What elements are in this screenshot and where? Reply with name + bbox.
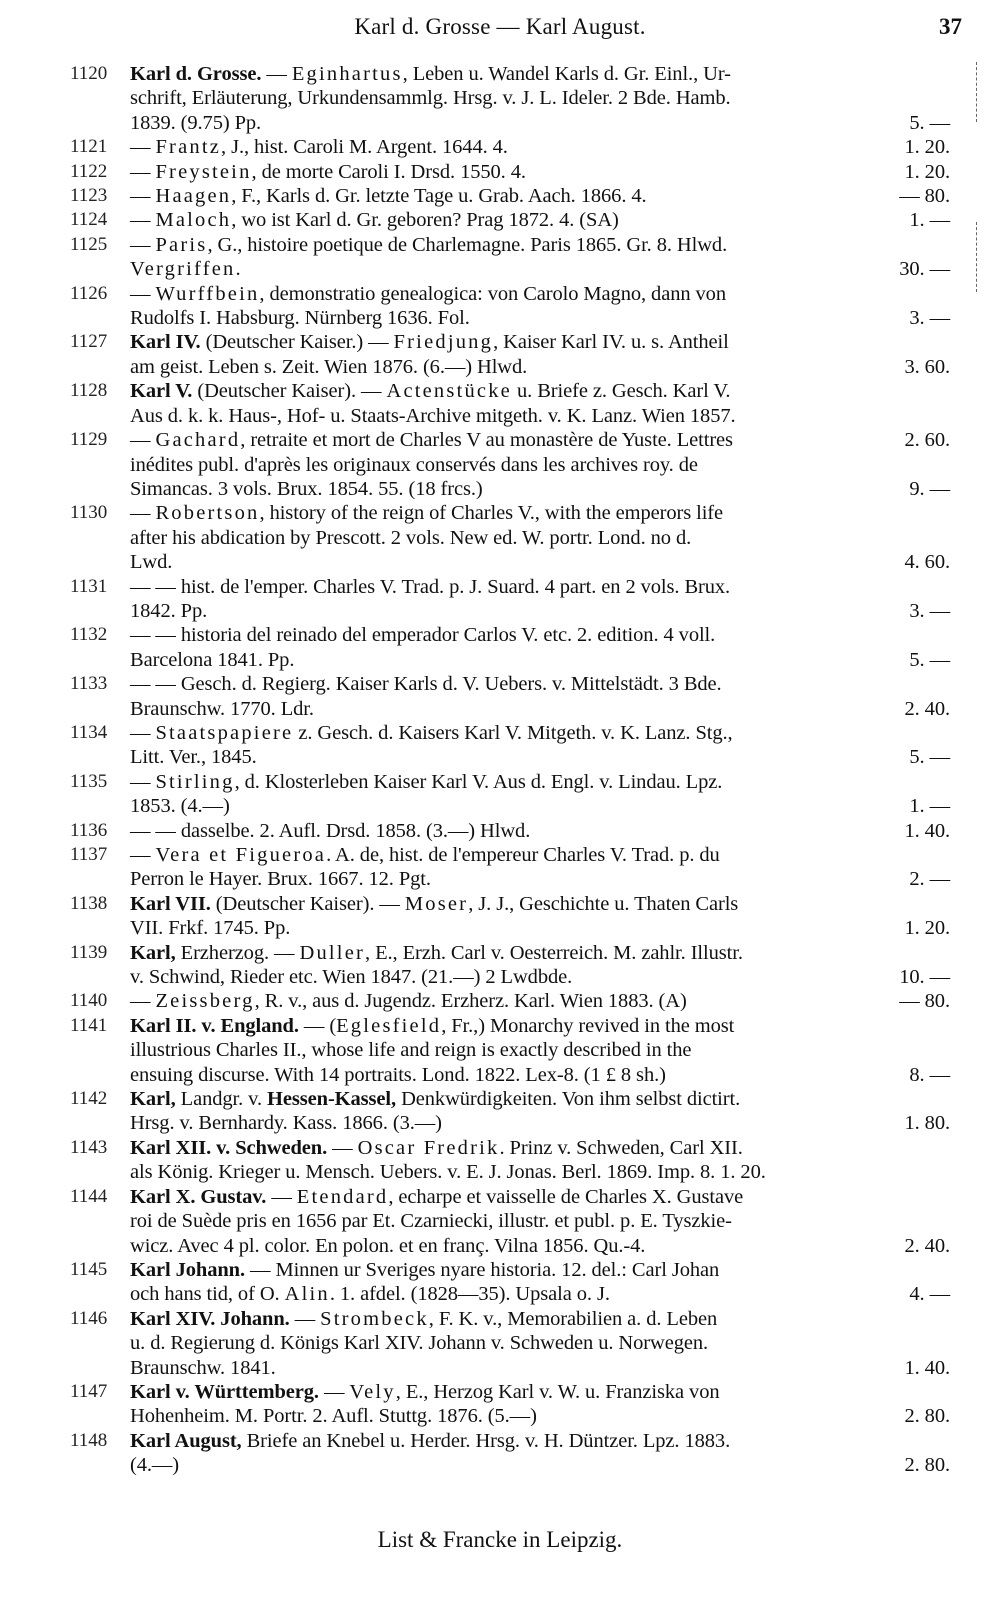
entry-number: 1140 [70,990,108,1012]
catalog-entry [0,233,1000,282]
entry-line [130,1331,950,1355]
price: 5. — [909,648,950,671]
entry-number: 1146 [70,1307,108,1329]
entry-text: , G., histoire poetique de Charlemagne. Paris 1865. Gr. 8. Hlwd. [207,233,728,256]
entry-text: . A. de, hist. de l'empereur Charles V. Trad. p. du [326,844,720,866]
entry-line [130,233,950,257]
entry-line [130,697,950,721]
entry-line [130,965,950,989]
entry-line [130,62,950,86]
entry-text: als König. Krieger u. Mensch. Uebers. v. E. J. Jonas. Berl. 1869. Imp. 8. 1. 20. [130,1161,766,1184]
entry-line [130,355,950,379]
entry-line [130,1404,950,1428]
entry-text: — [289,1307,321,1330]
entry-number: 1147 [70,1380,108,1402]
entry-text: am geist. Leben s. Zeit. Wien 1876. (6.—) Hlwd. [130,355,528,378]
price: 10. — [899,966,950,989]
catalog-entry [0,770,1000,819]
entry-text: 1842. Pp. [130,599,208,622]
catalog-entry [0,843,1000,892]
entry-number: 1136 [70,819,108,841]
subject-heading: Karl August, [130,1429,242,1452]
subject-heading: Karl X. Gustav. [130,1185,267,1208]
author-name: Freystein [155,160,252,183]
entry-number: 1130 [70,502,108,524]
price: 1. — [909,795,950,818]
entry-text: Briefe an Knebel u. Herder. Hrsg. v. H. Düntzer. Lpz. 1883. [241,1429,731,1452]
entry-number: 1138 [70,892,108,914]
entry-line [130,1160,950,1184]
entry-line [130,1356,950,1380]
entry-text: Braunschw. 1841. [130,1356,276,1379]
price: 1. 20. [904,136,950,159]
entry-line [130,160,950,184]
entry-number: 1124 [70,209,108,231]
entry-number: 1127 [70,331,108,353]
price: 3. 60. [904,355,950,378]
entry-text: u. d. Regierung d. Königs Karl XIV. Johann v. Schweden u. Norwegen. [130,1332,709,1355]
catalog-entry [0,989,1000,1013]
subject-heading: Karl v. Württemberg. [130,1380,319,1403]
price: 9. — [909,477,950,500]
entry-number: 1139 [70,941,108,963]
entry-text: Hrsg. v. Bernhardy. Kass. 1866. (3.—) [130,1112,442,1135]
catalog-entry [0,721,1000,770]
price: 1. 40. [904,1356,950,1379]
subject-heading: Karl V. [130,380,193,403]
entry-number: 1131 [70,575,108,597]
entry-text: — [130,844,156,866]
subject-heading: Karl, [130,1088,176,1111]
subject-heading: Karl XIV. Johann. [130,1307,290,1330]
entry-text: Erzherzog. — [175,941,300,964]
entry-text: — [130,233,156,256]
entry-text: , retraite et mort de Charles V au monastère de Yuste. Lettres [240,429,733,452]
entry-text: (4.—) [130,1454,180,1477]
price: 2. 60. [904,429,950,452]
catalog-entry [0,428,1000,501]
catalog-entry [0,184,1000,208]
entry-text: Litt. Ver., 1845. [130,746,257,769]
entry-text: — [130,136,156,159]
entry-text: schrift, Erläuterung, Urkundensammlg. Hrsg. v. J. L. Ideler. 2 Bde. Hamb. [130,87,731,110]
entry-text: , Leben u. Wandel Karls d. Gr. Einl., Ur- [402,63,731,85]
entry-text: och hans tid, of O. [130,1283,285,1306]
entry-text: roi de Suède pris en 1656 par Et. Czarniecki, illustr. et publ. p. E. Tyszkie- [130,1210,732,1233]
page-number: 37 [939,14,962,39]
author-name: Duller [299,941,366,964]
entry-text: — [327,1136,358,1159]
entry-text: , demonstratio genealogica: von Carolo Magno, dann von [259,282,726,305]
entry-number: 1128 [70,380,108,402]
entry-line [130,1136,950,1160]
entry-text: , F., Karls d. Gr. letzte Tage u. Grab. Aach. 1866. 4. [231,185,647,208]
running-header [0,10,1000,50]
catalog-entries [0,62,1000,1478]
entry-line [130,599,950,623]
subject-heading: Karl Johann. [130,1258,245,1281]
entry-number: 1133 [70,673,108,695]
author-name: Vely [349,1380,396,1403]
entry-text: (Deutscher Kaiser.) — [200,331,394,354]
entry-text: Braunschw. 1770. Ldr. [130,697,314,720]
catalog-entry [0,330,1000,379]
entry-text: — — dasselbe. 2. Aufl. Drsd. 1858. (3.—) Hlwd. [130,819,531,842]
entry-line [130,843,950,867]
entry-text: , Fr.,) Monarchy revived in the most [441,1014,735,1037]
catalog-entry [0,1185,1000,1258]
price: 1. 40. [904,819,950,842]
entry-text: Denkwürdigkeiten. Von ihm selbst dictirt. [396,1088,741,1111]
entry-line [130,453,950,477]
entry-line [130,623,950,647]
author-name: Eginhartus [291,63,403,85]
entry-line [130,1258,950,1282]
price: 30. — [899,258,950,281]
author-name: Vera et Figueroa [155,844,327,866]
catalog-entry [0,672,1000,721]
entry-text: Simancas. 3 vols. Brux. 1854. 55. (18 frcs.) [130,477,483,500]
entry-text: — — hist. de l'emper. Charles V. Trad. p. J. Suard. 4 part. en 2 vols. Brux. [130,575,731,598]
subject-heading: Karl VII. [130,892,211,915]
entry-number: 1135 [70,770,108,792]
catalog-entry [0,1014,1000,1087]
entry-text: — [318,1380,350,1403]
catalog-entry [0,1380,1000,1429]
author-name: Friedjung [393,331,494,354]
price: 5. — [909,746,950,769]
entry-line [130,819,950,843]
entry-text: , J., hist. Caroli M. Argent. 1644. 4. [221,136,508,159]
catalog-entry [0,1258,1000,1307]
price: 1. — [909,209,950,232]
subject-heading: Hessen-Kassel, [267,1088,397,1111]
entry-line [130,208,950,232]
entry-text: , d. Klosterleben Kaiser Karl V. Aus d. Engl. v. Lindau. Lpz. [234,770,723,793]
entry-number: 1122 [70,160,108,182]
author-name: Zeissberg [155,990,255,1013]
entry-number: 1125 [70,233,108,255]
entry-text: Barcelona 1841. Pp. [130,648,295,671]
entry-text: wicz. Avec 4 pl. color. En polon. et en franç. Vilna 1856. Qu.-4. [130,1234,646,1257]
price: — 80. [899,990,950,1013]
subject-heading: Karl, [130,941,176,964]
catalog-entry [0,501,1000,574]
entry-text: — [130,502,156,525]
entry-text: Perron le Hayer. Brux. 1667. 12. Pgt. [130,868,431,891]
entry-line [130,428,950,452]
entry-text: illustrious Charles II., whose life and reign is exactly described in the [130,1039,692,1062]
entry-line [130,1063,950,1087]
price: 2. 80. [904,1454,950,1477]
entry-line [130,184,950,208]
entry-text: — [261,63,292,85]
author-name: Etendard [296,1185,389,1208]
entry-text: , wo ist Karl d. Gr. geboren? Prag 1872. 4. (SA) [231,209,619,232]
entry-text: , history of the reign of Charles V., with the emperors life [259,502,724,525]
catalog-entry [0,1136,1000,1185]
entry-text: . 1. afdel. (1828—35). Upsala o. J. [329,1283,610,1306]
catalog-entry [0,1429,1000,1478]
entry-text: inédites publ. d'après les originaux conservés dans les archives roy. de [130,453,698,476]
entry-line [130,575,950,599]
entry-line [130,989,950,1013]
price: 2. 80. [904,1405,950,1428]
subject-heading: Karl II. v. England. [130,1014,299,1037]
catalog-entry [0,1307,1000,1380]
entry-text: Landgr. v. [175,1088,268,1111]
entry-text: , F. K. v., Memorabilien a. d. Leben [428,1307,718,1330]
entry-line [130,1111,950,1135]
entry-number: 1144 [70,1185,108,1207]
price: 4. — [909,1283,950,1306]
entry-text: VII. Frkf. 1745. Pp. [130,917,291,940]
entry-line [130,404,950,428]
entry-line [130,1038,950,1062]
entry-text: 1839. (9.75) Pp. [130,111,262,134]
entry-text: , J. J., Geschichte u. Thaten Carls [468,892,739,915]
entry-text: ensuing discurse. With 14 portraits. Lond. 1822. Lex-8. (1 £ 8 sh.) [130,1063,666,1086]
entry-number: 1134 [70,721,108,743]
author-name: Staatspapiere [155,721,294,744]
entry-text: — [266,1185,297,1208]
catalog-entry [0,208,1000,232]
entry-text: — [130,770,156,793]
author-name: Paris [155,233,208,256]
catalog-entry [0,1087,1000,1136]
author-name: Maloch [155,209,232,232]
catalog-entry [0,282,1000,331]
price: 1. 80. [904,1112,950,1135]
entry-text: — [130,282,156,305]
entry-line [130,916,950,940]
entry-text: , echarpe et vaisselle de Charles X. Gustave [388,1185,744,1208]
price: 2. — [909,868,950,891]
entry-text: , E., Erzh. Carl v. Oesterreich. M. zahlr. Illustr. [365,941,743,964]
publisher-footer: List & Francke in Leipzig. [377,1527,623,1552]
entry-line [130,550,950,574]
entry-text: u. Briefe z. Gesch. Karl V. [511,380,731,403]
author-name: Moser [404,892,469,915]
entry-line [130,1209,950,1233]
entry-text: — [130,990,156,1013]
entry-text: — [130,185,156,208]
entry-line [130,1185,950,1209]
entry-line [130,672,950,696]
price: 2. 40. [904,1234,950,1257]
entry-number: 1142 [70,1088,108,1110]
price: 3. — [909,599,950,622]
entry-line [130,721,950,745]
entry-number: 1145 [70,1258,108,1280]
entry-number: 1123 [70,185,108,207]
price: 2. 40. [904,697,950,720]
subject-heading: Karl XII. v. Schweden. [130,1136,328,1159]
entry-line [130,282,950,306]
entry-number: 1141 [70,1014,108,1036]
entry-line [130,1429,950,1453]
author-name: Wurffbein [155,282,260,305]
entry-text: , Kaiser Karl IV. u. s. Antheil [493,331,729,354]
entry-text: — — historia del reinado del emperador Carlos V. etc. 2. edition. 4 voll. [130,624,716,647]
entry-line [130,257,950,281]
entry-line [130,648,950,672]
catalog-entry [0,623,1000,672]
price: 8. — [909,1063,950,1086]
running-title: Karl d. Grosse — Karl August. [354,14,646,39]
price: 4. 60. [904,551,950,574]
catalog-entry [0,941,1000,990]
catalog-entry [0,135,1000,159]
entry-text: — [130,429,156,452]
entry-line [130,477,950,501]
entry-text: . Prinz v. Schweden, Carl XII. [499,1136,743,1159]
entry-text: , de morte Caroli I. Drsd. 1550. 4. [251,160,526,183]
catalog-entry [0,892,1000,941]
author-name: Robertson [155,502,260,525]
subject-heading: Karl d. Grosse. [130,63,262,85]
entry-text: , E., Herzog Karl v. W. u. Franziska von [395,1380,720,1403]
author-name: Eglesfield [336,1014,442,1037]
entry-number: 1126 [70,282,108,304]
author-name: Gachard [155,429,241,452]
entry-number: 1132 [70,624,108,646]
entry-text: — ( [298,1014,337,1037]
entry-text: — Minnen ur Sveriges nyare historia. 12. del.: Carl Johan [245,1258,720,1281]
entry-line [130,867,950,891]
entry-line [130,111,950,135]
entry-text: — [130,209,156,232]
entry-line [130,770,950,794]
price: — 80. [899,185,950,208]
entry-line [130,306,950,330]
entry-text: — [130,160,156,183]
author-name: Actenstücke [386,380,512,403]
author-name: Oscar Fredrik [357,1136,500,1159]
entry-line [130,86,950,110]
entry-text: 1853. (4.—) [130,795,230,818]
entry-text: Lwd. [130,551,173,574]
author-name: Haagen [155,185,232,208]
entry-line [130,1087,950,1111]
author-name: Strombeck [320,1307,429,1330]
author-name: Stirling [155,770,235,793]
entry-number: 1129 [70,429,108,451]
entry-line [130,135,950,159]
subject-heading: Karl IV. [130,331,201,354]
entry-line [130,1234,950,1258]
catalog-entry [0,160,1000,184]
author-name: Vergriffen. [130,258,243,281]
entry-line [130,745,950,769]
entry-line [130,1453,950,1477]
entry-text: — [130,721,156,744]
entry-line [130,379,950,403]
entry-text: Aus d. k. k. Haus-, Hof- u. Staats-Archive mitgeth. v. K. Lanz. Wien 1857. [130,404,736,427]
entry-number: 1148 [70,1429,108,1451]
entry-line [130,794,950,818]
entry-number: 1137 [70,844,108,865]
catalog-entry [0,62,1000,135]
price: 1. 20. [904,160,950,183]
entry-text: v. Schwind, Rieder etc. Wien 1847. (21.—) 2 Lwdbde. [130,966,573,989]
entry-line [130,330,950,354]
price: 5. — [909,111,950,134]
entry-text: z. Gesch. d. Kaisers Karl V. Mitgeth. v. K. Lanz. Stg., [293,721,733,744]
entry-line [130,941,950,965]
entry-line [130,892,950,916]
catalog-entry [0,575,1000,624]
price: 1. 20. [904,917,950,940]
price: 3. — [909,307,950,330]
entry-text: Rudolfs I. Habsburg. Nürnberg 1636. Fol. [130,307,470,330]
entry-line [130,1014,950,1038]
entry-line [130,1380,950,1404]
entry-text: , R. v., aus d. Jugendz. Erzherz. Karl. Wien 1883. (A) [254,990,687,1013]
entry-line [130,1282,950,1306]
author-name: Frantz [155,136,222,159]
entry-text: (Deutscher Kaiser). — [210,892,405,915]
entry-text: — — Gesch. d. Regierg. Kaiser Karls d. V. Uebers. v. Mittelstädt. 3 Bde. [130,673,722,696]
entry-text: Hohenheim. M. Portr. 2. Aufl. Stuttg. 1876. (5.—) [130,1405,537,1428]
entry-line [130,1307,950,1331]
catalog-entry [0,819,1000,843]
entry-line [130,526,950,550]
entry-text: after his abdication by Prescott. 2 vols. New ed. W. portr. Lond. no d. [130,526,692,549]
author-name: Alin [284,1283,330,1306]
entry-text: (Deutscher Kaiser). — [192,380,387,403]
entry-number: 1120 [70,63,108,84]
entry-number: 1121 [70,136,108,158]
entry-line [130,501,950,525]
entry-number: 1143 [70,1136,108,1158]
